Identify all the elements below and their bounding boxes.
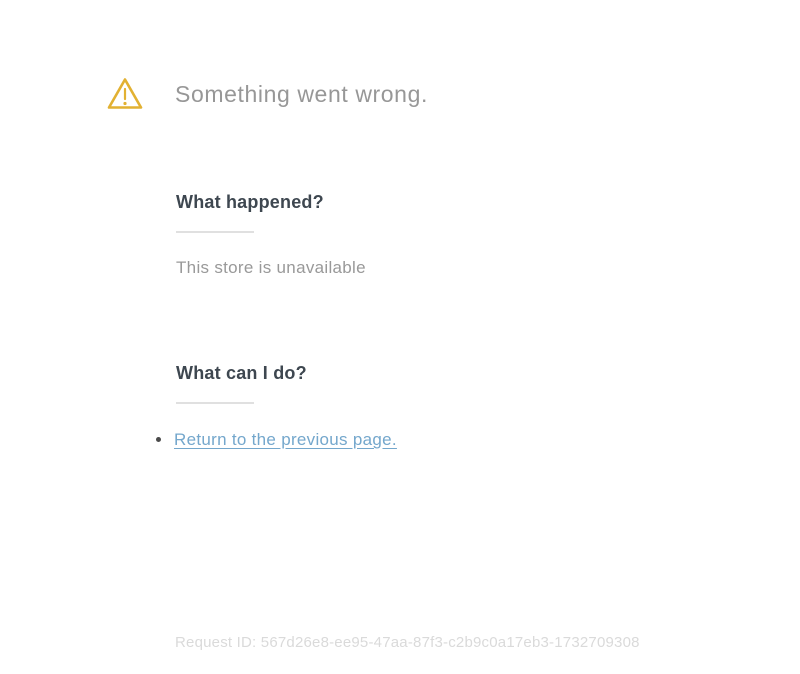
request-id-text: Request ID: 567d26e8-ee95-47aa-87f3-c2b9c0a17eb3-1732709308 <box>175 634 640 651</box>
section-divider <box>176 231 254 233</box>
section-divider <box>176 402 254 404</box>
return-previous-page-link[interactable]: Return to the previous page. <box>174 430 397 449</box>
page-title: Something went wrong. <box>175 81 428 107</box>
bullet-icon <box>156 437 161 442</box>
what-can-i-do-heading: What can I do? <box>176 363 307 383</box>
warning-triangle-icon <box>105 74 145 114</box>
store-unavailable-message: This store is unavailable <box>176 258 366 277</box>
list-item <box>156 429 397 450</box>
what-happened-heading: What happened? <box>176 192 324 212</box>
